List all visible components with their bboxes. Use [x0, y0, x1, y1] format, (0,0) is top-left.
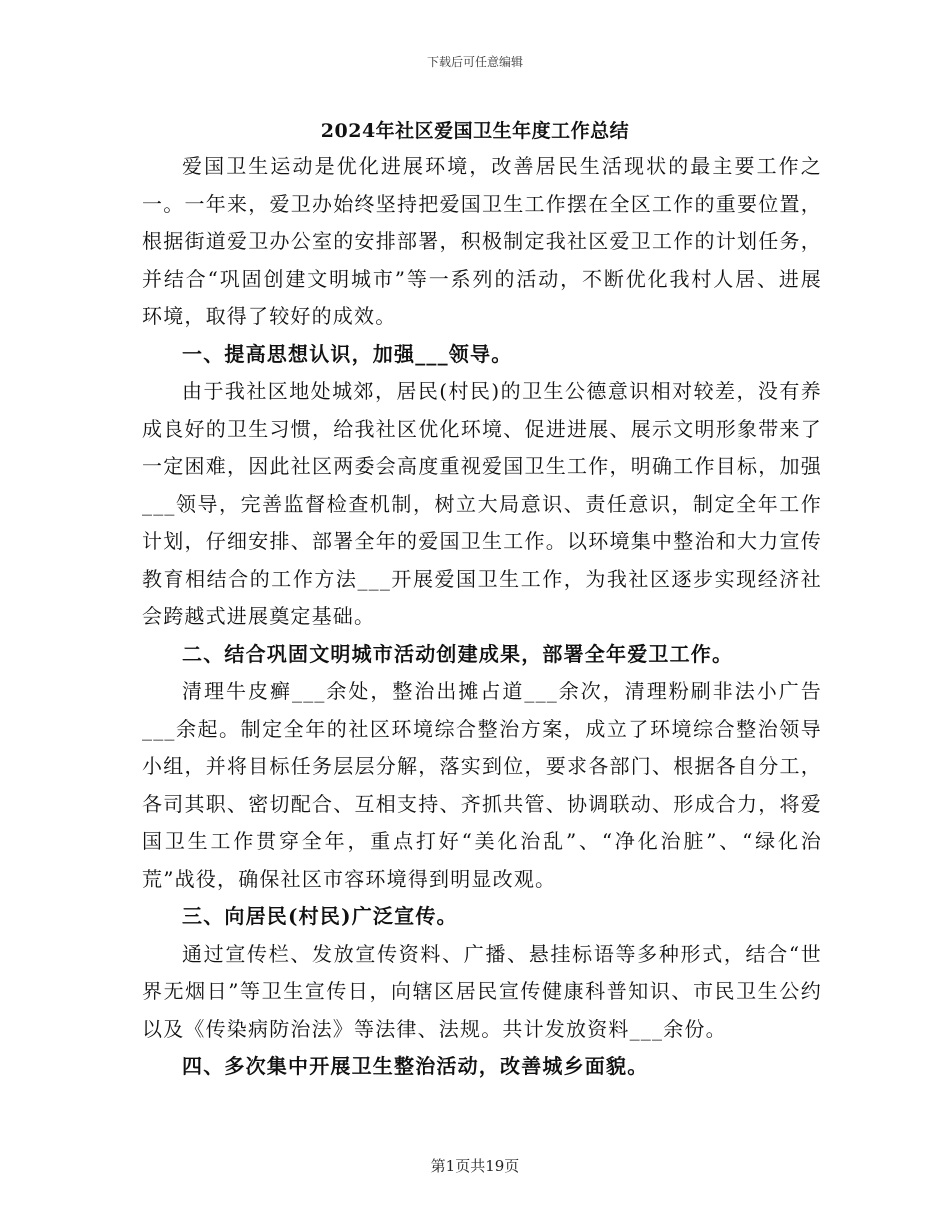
section-heading-4: 四、多次集中开展卫生整治活动，改善城乡面貌。: [182, 1054, 649, 1078]
section-1-paragraph: 由于我社区地处城郊，居民(村民)的卫生公德意识相对较差，没有养成良好的卫生习惯，给我社区优化环境、促进进展、展示文明形象带来了一定困难，因此社区两委会高度重视爱国卫生工作，明确工作目标，加强___领导，完善监督检查机制，树立大局意识、责任意识，制定全年工作计划，仔细安排、部署全年的爱国卫生工作。以环境集中整治和大力宣传教育相结合的工作方法___开展爱国卫生工作，为我社区逐步实现经济社会跨越式进展奠定基础。: [142, 379, 822, 628]
section-2-paragraph: 清理牛皮癣___余处，整治出摊占道___余次，清理粉刷非法小广告___余起。制定全年的社区环境综合整治方案，成立了环境综合整治领导小组，并将目标任务层层分解，落实到位，要求各部门、根据各自分工，各司其职、密切配合、互相支持、齐抓共管、协调联动、形成合力，将爱国卫生工作贯穿全年，重点打好“美化治乱”、“净化治脏”、“绿化治荒”战役，确保社区市容环境得到明显改观。: [142, 679, 822, 891]
section-heading-2: 二、结合巩固文明城市活动创建成果，部署全年爱卫工作。: [182, 641, 734, 666]
section-heading-3: 三、向居民(村民)广泛宣传。: [182, 904, 458, 928]
page-number-footer: 第1页共19页: [430, 1157, 520, 1175]
header-note: 下载后可任意编辑: [426, 55, 523, 69]
intro-paragraph: 爱国卫生运动是优化进展环境，改善居民生活现状的最主要工作之一。一年来，爱卫办始终坚持把爱国卫生工作摆在全区工作的重要位置，根据街道爱卫办公室的安排部署，积极制定我社区爱卫工作的计划任务，并结合“巩固创建文明城市”等一系列的活动，不断优化我村人居、进展环境，取得了较好的成效。: [142, 154, 822, 328]
section-heading-1: 一、提高思想认识，加强___领导。: [182, 341, 513, 366]
document-title: 2024年社区爱国卫生年度工作总结: [320, 120, 630, 142]
section-3-paragraph: 通过宣传栏、发放宣传资料、广播、悬挂标语等多种形式，结合“世界无烟日”等卫生宣传日，向辖区居民宣传健康科普知识、市民卫生公约以及《传染病防治法》等法律、法规。共计发放资料___余份。: [142, 941, 822, 1041]
document-body: [142, 148, 822, 1086]
